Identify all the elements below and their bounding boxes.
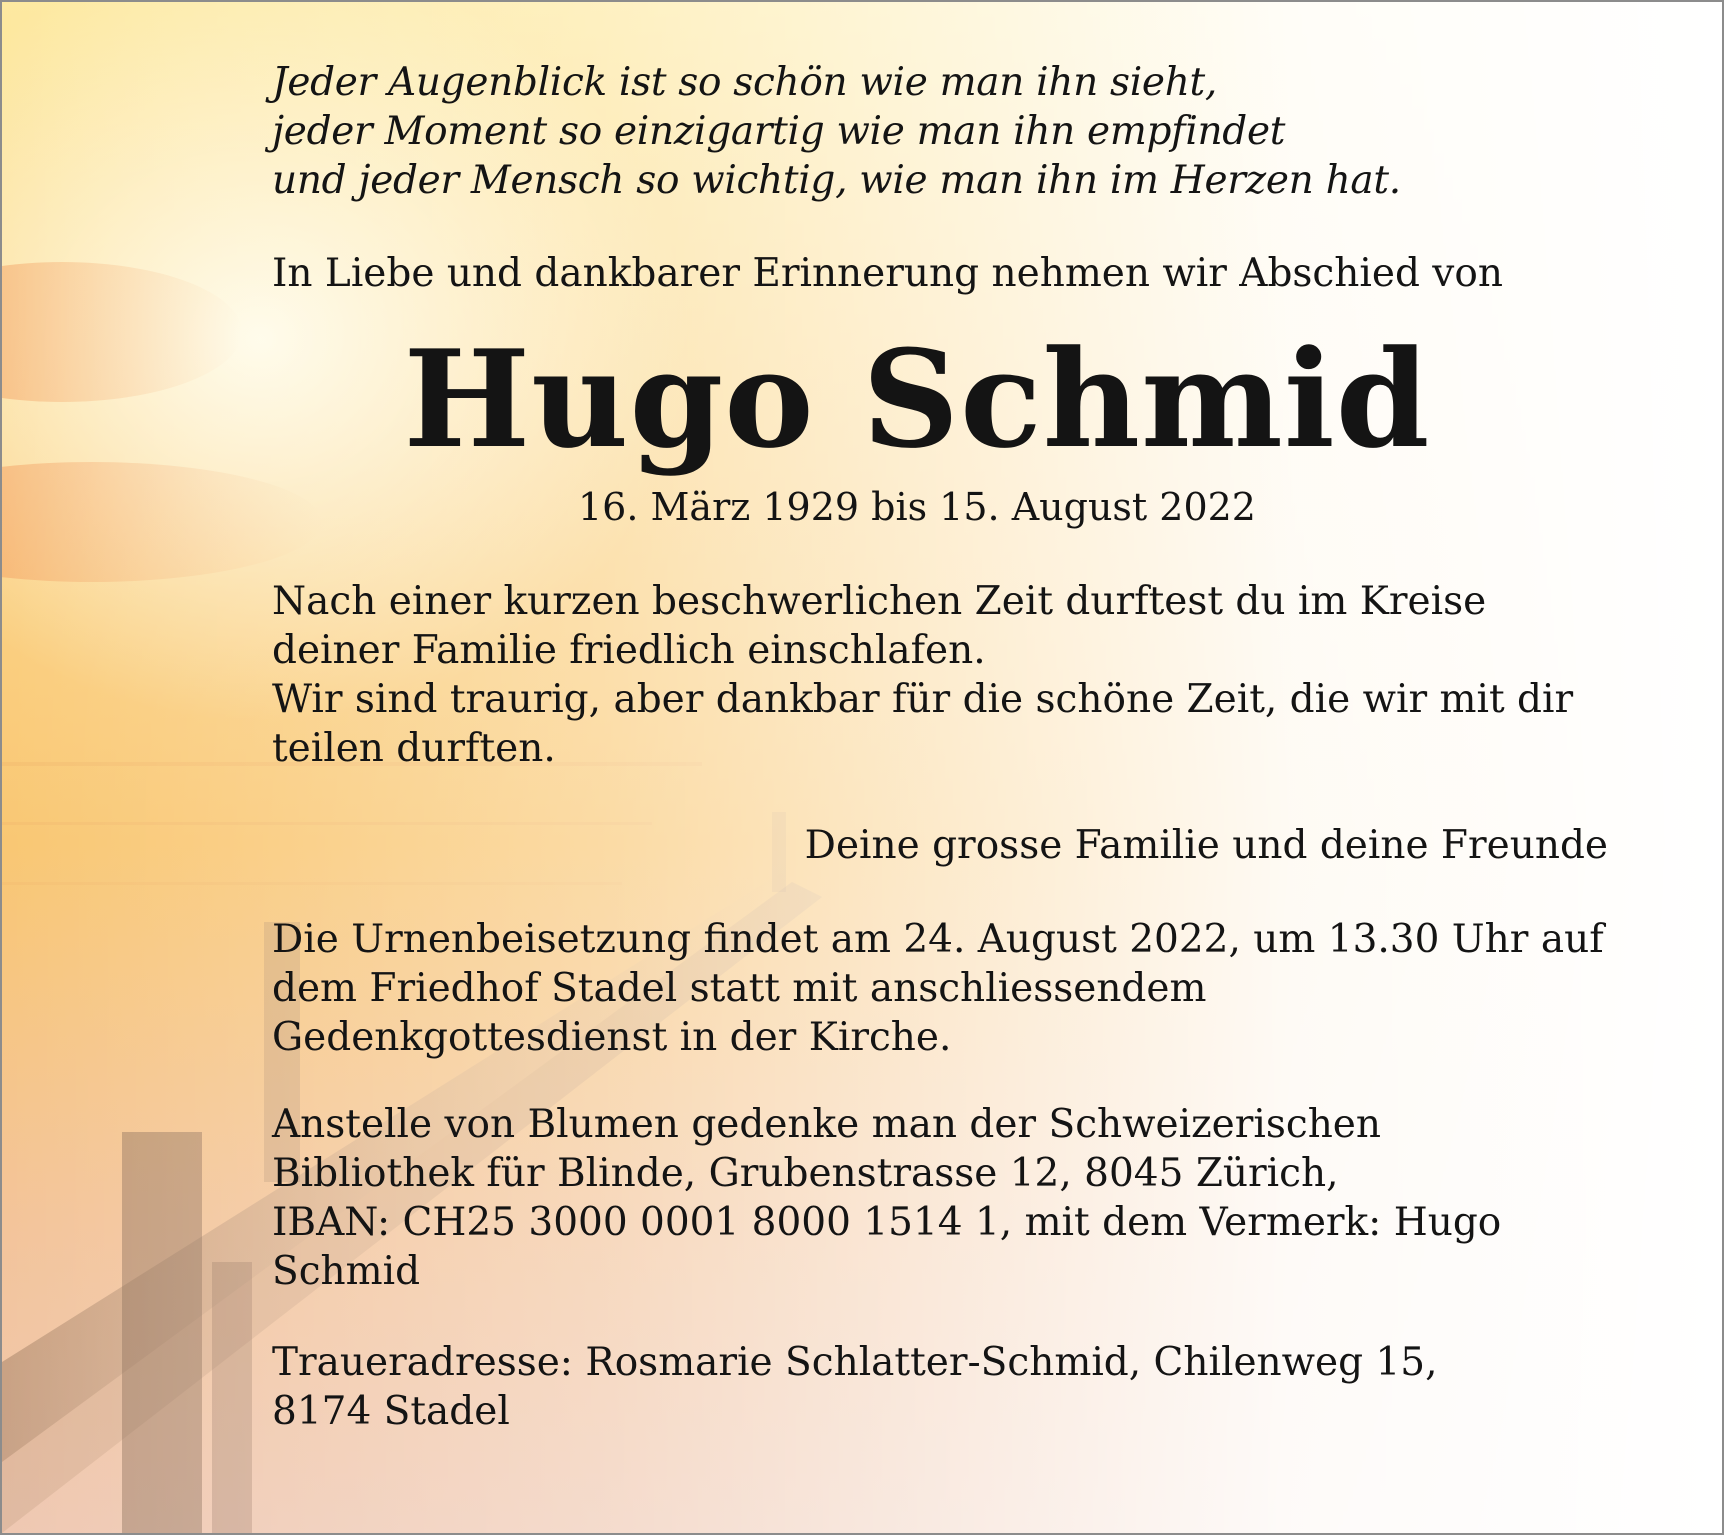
burial-paragraph [272,915,1672,1062]
donation-line: Schmid [272,1249,421,1294]
farewell-line: teilen durften. [272,726,556,771]
burial-line: Gedenkgottesdienst in der Kirche. [272,1015,952,1060]
mourning-address [272,1338,1672,1436]
donation-paragraph [272,1100,1672,1296]
farewell-paragraph [272,577,1672,773]
verse-line: und jeder Mensch so wichtig, wie man ihn im Herzen hat. [272,158,1401,203]
address-line: Traueradresse: Rosmarie Schlatter-Schmid, Chilenweg 15, [272,1340,1438,1385]
verse-line: jeder Moment so einzigartig wie man ihn empfindet [272,109,1286,154]
farewell-line: deiner Familie friedlich einschlafen. [272,628,986,673]
memorial-verse [272,58,1672,205]
burial-line: dem Friedhof Stadel statt mit anschliessendem [272,966,1207,1011]
notice-content [272,58,1672,1436]
deceased-name: Hugo Schmid [403,320,1431,478]
intro-text: In Liebe und dankbarer Erinnerung nehmen wir Abschied von [272,251,1503,296]
burial-line: Die Urnenbeisetzung findet am 24. August 2022, um 13.30 Uhr auf [272,917,1604,962]
donation-line: IBAN: CH25 3000 0001 8000 1514 1, mit dem Vermerk: Hugo [272,1200,1502,1245]
family-signature: Deine grosse Familie und deine Freunde [804,823,1608,868]
farewell-line: Wir sind traurig, aber dankbar für die schöne Zeit, die wir mit dir [272,677,1574,722]
donation-line: Bibliothek für Blinde, Grubenstrasse 12, 8045 Zürich, [272,1151,1339,1196]
life-dates: 16. März 1929 bis 15. August 2022 [578,485,1256,529]
address-line: 8174 Stadel [272,1389,510,1434]
donation-line: Anstelle von Blumen gedenke man der Schweizerischen [272,1102,1382,1147]
farewell-line: Nach einer kurzen beschwerlichen Zeit durftest du im Kreise [272,579,1487,624]
verse-line: Jeder Augenblick ist so schön wie man ihn sieht, [272,60,1217,105]
